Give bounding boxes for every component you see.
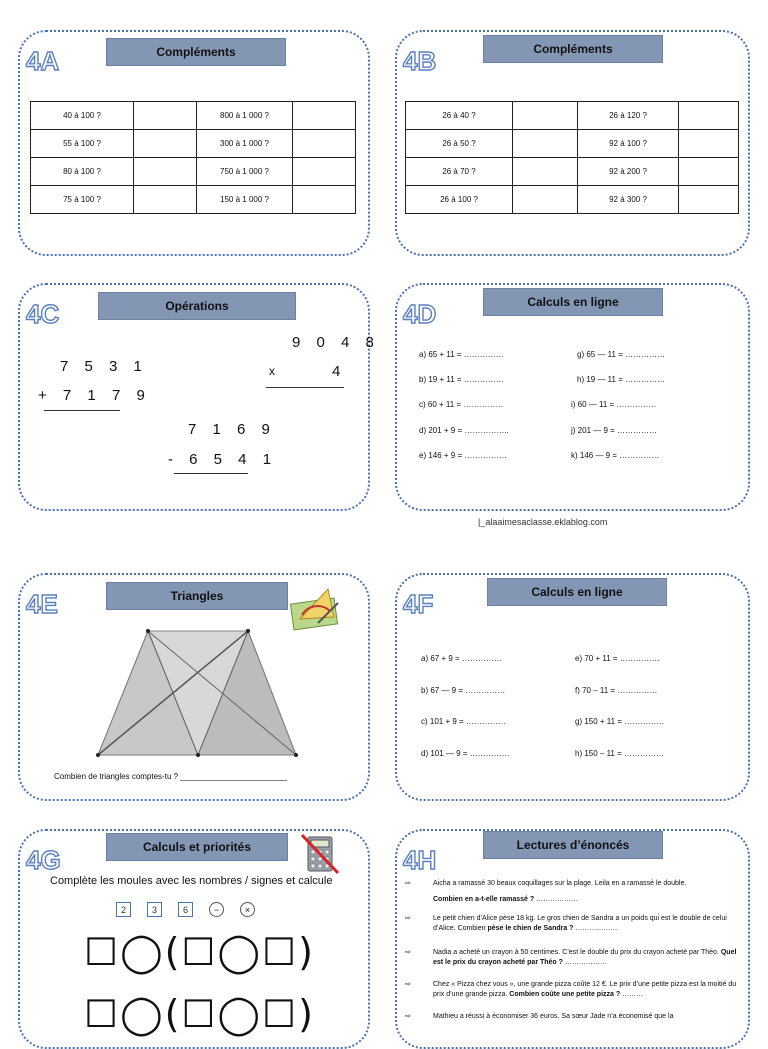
subtraction-top: 7 1 6 9: [188, 421, 276, 438]
calc-line: g) 150 + 11 = ……………: [575, 717, 665, 726]
answer-cell[interactable]: [134, 102, 197, 130]
table-row: 55 à 100 ? 300 à 1 000 ?: [31, 130, 356, 158]
arrow-icon: ⇨: [405, 1013, 411, 1020]
answer-cell[interactable]: [293, 158, 356, 186]
arrow-icon: ⇨: [405, 981, 411, 988]
answer-cell[interactable]: [513, 130, 578, 158]
no-calculator-icon: [300, 833, 340, 875]
svg-text:4D: 4D: [403, 299, 437, 329]
calc-line: h) 150 – 11 = ……………: [575, 749, 664, 758]
answer-cell[interactable]: [293, 186, 356, 214]
number-token[interactable]: 6: [178, 902, 193, 917]
calc-line: j) 201 — 9 = ……………: [571, 426, 658, 435]
mould-row-1[interactable]: ☐◯(☐◯☐): [84, 930, 315, 974]
multiplication-top: 9 0 4 8: [292, 334, 380, 351]
answer-cell[interactable]: [134, 186, 197, 214]
problem-item: ⇨ Chez « Pizza chez vous », une grande pizza coûte 12 €. Le prix d’une petite pizza est la moitié du prix d’une grande pizza. Combien coûte une petite pizza ? ………: [405, 981, 737, 998]
arrow-icon: ⇨: [405, 915, 411, 922]
footer-url: |_alaaimesaclasse.eklablog.com: [478, 517, 608, 527]
number-token[interactable]: 3: [147, 902, 162, 917]
card-4a: [18, 30, 370, 256]
problem-item: ⇨ Mathieu a réussi à économiser 36 euros. Sa sœur Jade n’a économisé que la: [405, 1013, 674, 1020]
calc-line: b) 19 + 11 = ……………: [419, 375, 504, 384]
table-row: 80 à 100 ? 750 à 1 000 ?: [31, 158, 356, 186]
addition-top: 7 5 3 1: [60, 358, 148, 375]
answer-cell[interactable]: [679, 130, 739, 158]
priorities-instruction: Complète les moules avec les nombres / signes et calcule: [50, 875, 333, 887]
subtraction-rule: [174, 473, 248, 474]
answer-cell[interactable]: [513, 102, 578, 130]
badge-4a: [24, 42, 84, 78]
badge-4c: [24, 295, 84, 331]
card-title: Lectures d’énoncés: [483, 831, 663, 859]
minus-sign-token[interactable]: −: [209, 902, 224, 917]
calc-line: b) 67 — 9 = ……………: [421, 686, 506, 695]
mould-row-2[interactable]: ☐◯(☐◯☐): [84, 992, 315, 1036]
calc-line: h) 19 — 11 = ……………: [577, 375, 666, 384]
calc-line: d) 101 — 9 = ……………: [421, 749, 510, 758]
calc-line: d) 201 + 9 = ……………..: [419, 426, 509, 435]
answer-cell[interactable]: [513, 186, 578, 214]
svg-text:4B: 4B: [403, 46, 437, 76]
card-title: Calculs en ligne: [487, 578, 667, 606]
svg-text:4C: 4C: [26, 299, 60, 329]
badge-4f: [401, 585, 461, 621]
problem-item: ⇨ Le petit chien d’Alice pèse 18 kg. Le gros chien de Sandra a un poids qui est le double de celui d’Alice. Combien pèse le chien de Sandra ? ………………: [405, 915, 727, 932]
answer-cell[interactable]: [134, 158, 197, 186]
card-4e: [18, 573, 370, 801]
addition-bottom: + 7 1 7 9: [38, 387, 151, 404]
calc-line: c) 60 + 11 = ……………: [419, 400, 504, 409]
table-row: 26 à 100 ? 92 à 300 ?: [406, 186, 739, 214]
svg-text:4F: 4F: [403, 589, 434, 619]
answer-cell[interactable]: [679, 186, 739, 214]
table-row: 40 à 100 ? 800 à 1 000 ?: [31, 102, 356, 130]
calc-line: a) 65 + 11 = ……………: [419, 350, 504, 359]
card-title: Opérations: [98, 292, 296, 320]
calc-line: e) 146 + 9 = …………….: [419, 451, 507, 460]
answer-cell[interactable]: [293, 130, 356, 158]
svg-text:4E: 4E: [26, 589, 58, 619]
badge-4d: [401, 295, 461, 331]
card-title: Compléments: [106, 38, 286, 66]
subtraction-bottom: - 6 5 4 1: [168, 451, 278, 468]
badge-4b: [401, 42, 461, 78]
calc-line: c) 101 + 9 = ……………: [421, 717, 506, 726]
calc-line: i) 60 — 11 = ……………: [571, 400, 657, 409]
geometry-tools-icon: [288, 583, 344, 631]
card-title: Calculs et priorités: [106, 833, 288, 861]
svg-text:4A: 4A: [26, 46, 60, 76]
answer-cell[interactable]: [134, 130, 197, 158]
triangle-question: Combien de triangles comptes-tu ? ________________________: [54, 772, 288, 781]
calc-line: f) 70 – 11 = ……………: [575, 686, 658, 695]
times-sign-token[interactable]: ×: [240, 902, 255, 917]
card-4c: [18, 283, 380, 511]
svg-text:4G: 4G: [26, 845, 61, 875]
card-title: Compléments: [483, 35, 663, 63]
calc-line: e) 70 + 11 = ……………: [575, 654, 660, 663]
card-title: Calculs en ligne: [483, 288, 663, 316]
badge-4e: [24, 585, 84, 621]
table-row: 26 à 40 ? 26 à 120 ?: [406, 102, 739, 130]
svg-text:4H: 4H: [403, 845, 437, 875]
table-row: 75 à 100 ? 150 à 1 000 ?: [31, 186, 356, 214]
calc-line: a) 67 + 9 = ……………: [421, 654, 502, 663]
problem-item: ⇨ Aicha a ramassé 30 beaux coquillages sur la plage. Leila en a ramassé le double. Combien en a-t-elle ramassé ? ………………: [405, 880, 687, 903]
answer-cell[interactable]: [679, 102, 739, 130]
arrow-icon: ⇨: [405, 949, 411, 956]
card-4f: [395, 573, 750, 801]
answer-cell[interactable]: [293, 102, 356, 130]
calc-line: k) 146 — 9 = ……………: [571, 451, 660, 460]
multiplication-bottom: 4: [332, 363, 347, 380]
card-title: Triangles: [106, 582, 288, 610]
card-4b: [395, 30, 750, 256]
calc-line: g) 65 — 11 = ……………: [577, 350, 666, 359]
badge-4h: [401, 841, 461, 877]
multiplication-rule: [266, 387, 344, 388]
arrow-icon: ⇨: [405, 880, 411, 887]
addition-rule: [44, 410, 120, 411]
table-row: 26 à 50 ? 92 à 100 ?: [406, 130, 739, 158]
tokens-row: [116, 902, 255, 917]
complements-table-4a: [30, 101, 356, 214]
problem-item: ⇨ Nadia a acheté un crayon à 50 centimes. C’est le double du prix du crayon acheté par Théo. Quel est le prix du crayon acheté par Théo ? ………………: [405, 949, 737, 966]
card-4d: [395, 283, 750, 511]
table-row: 26 à 70 ? 92 à 200 ?: [406, 158, 739, 186]
multiplication-sign: x: [269, 364, 281, 378]
complements-table-4b: [405, 101, 739, 214]
answer-cell[interactable]: [679, 158, 739, 186]
number-token[interactable]: 2: [116, 902, 131, 917]
triangles-figure: [90, 625, 312, 763]
badge-4g: [24, 841, 84, 877]
answer-cell[interactable]: [513, 158, 578, 186]
